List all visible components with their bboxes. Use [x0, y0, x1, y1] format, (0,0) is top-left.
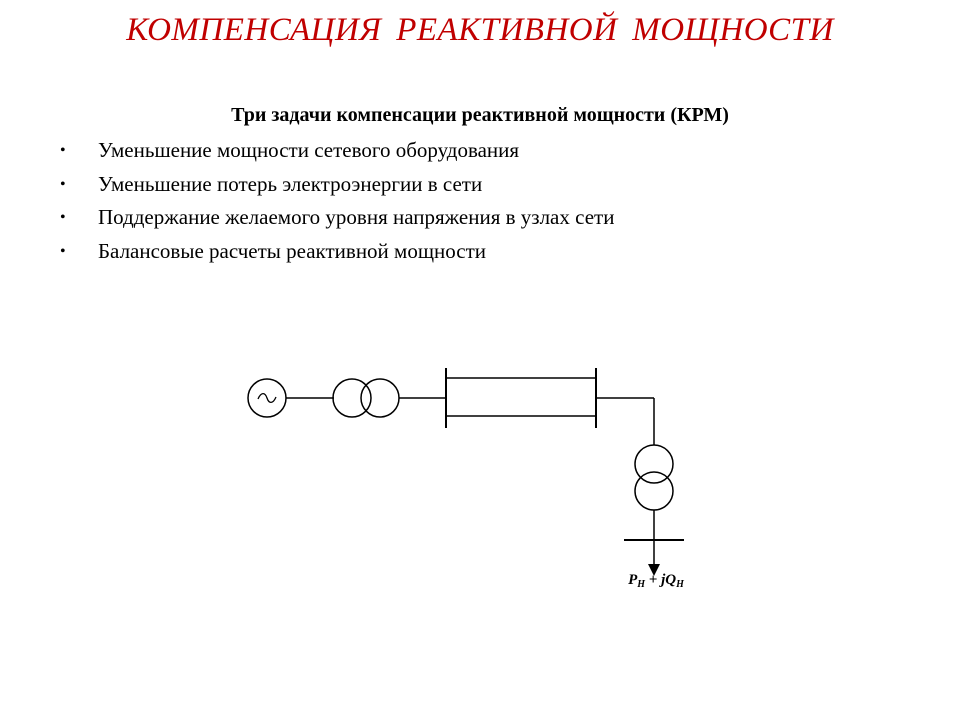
bullet-marker: • [60, 242, 66, 260]
transformer-winding-icon [635, 472, 673, 510]
bullet-marker: • [60, 142, 66, 159]
load-q-symbol: + jQ [648, 572, 677, 588]
slide-title: КОМПЕНСАЦИЯ РЕАКТИВНОЙ МОЩНОСТИ [126, 12, 834, 48]
load-q-subscript: Н [676, 579, 684, 590]
bullet-text: Балансовые расчеты реактивной мощности [98, 238, 486, 263]
load-p-subscript: Н [637, 579, 646, 590]
bullet-marker: • [60, 209, 66, 226]
bullet-marker: • [60, 175, 66, 193]
load-p-symbol: P [628, 572, 638, 588]
transformer-winding-icon [333, 379, 371, 417]
bullet-text: Уменьшение потерь электроэнергии в сети [98, 171, 483, 196]
subtitle: Три задачи компенсации реактивной мощности (КРМ) [231, 104, 729, 126]
transformer-winding-icon [361, 379, 399, 417]
sine-wave-icon [258, 394, 276, 403]
bullet-text: Уменьшение мощности сетевого оборудования [98, 138, 520, 162]
load-power-label [596, 572, 716, 590]
bullet-text: Поддержание желаемого уровня напряжения в узлах сети [98, 205, 615, 229]
